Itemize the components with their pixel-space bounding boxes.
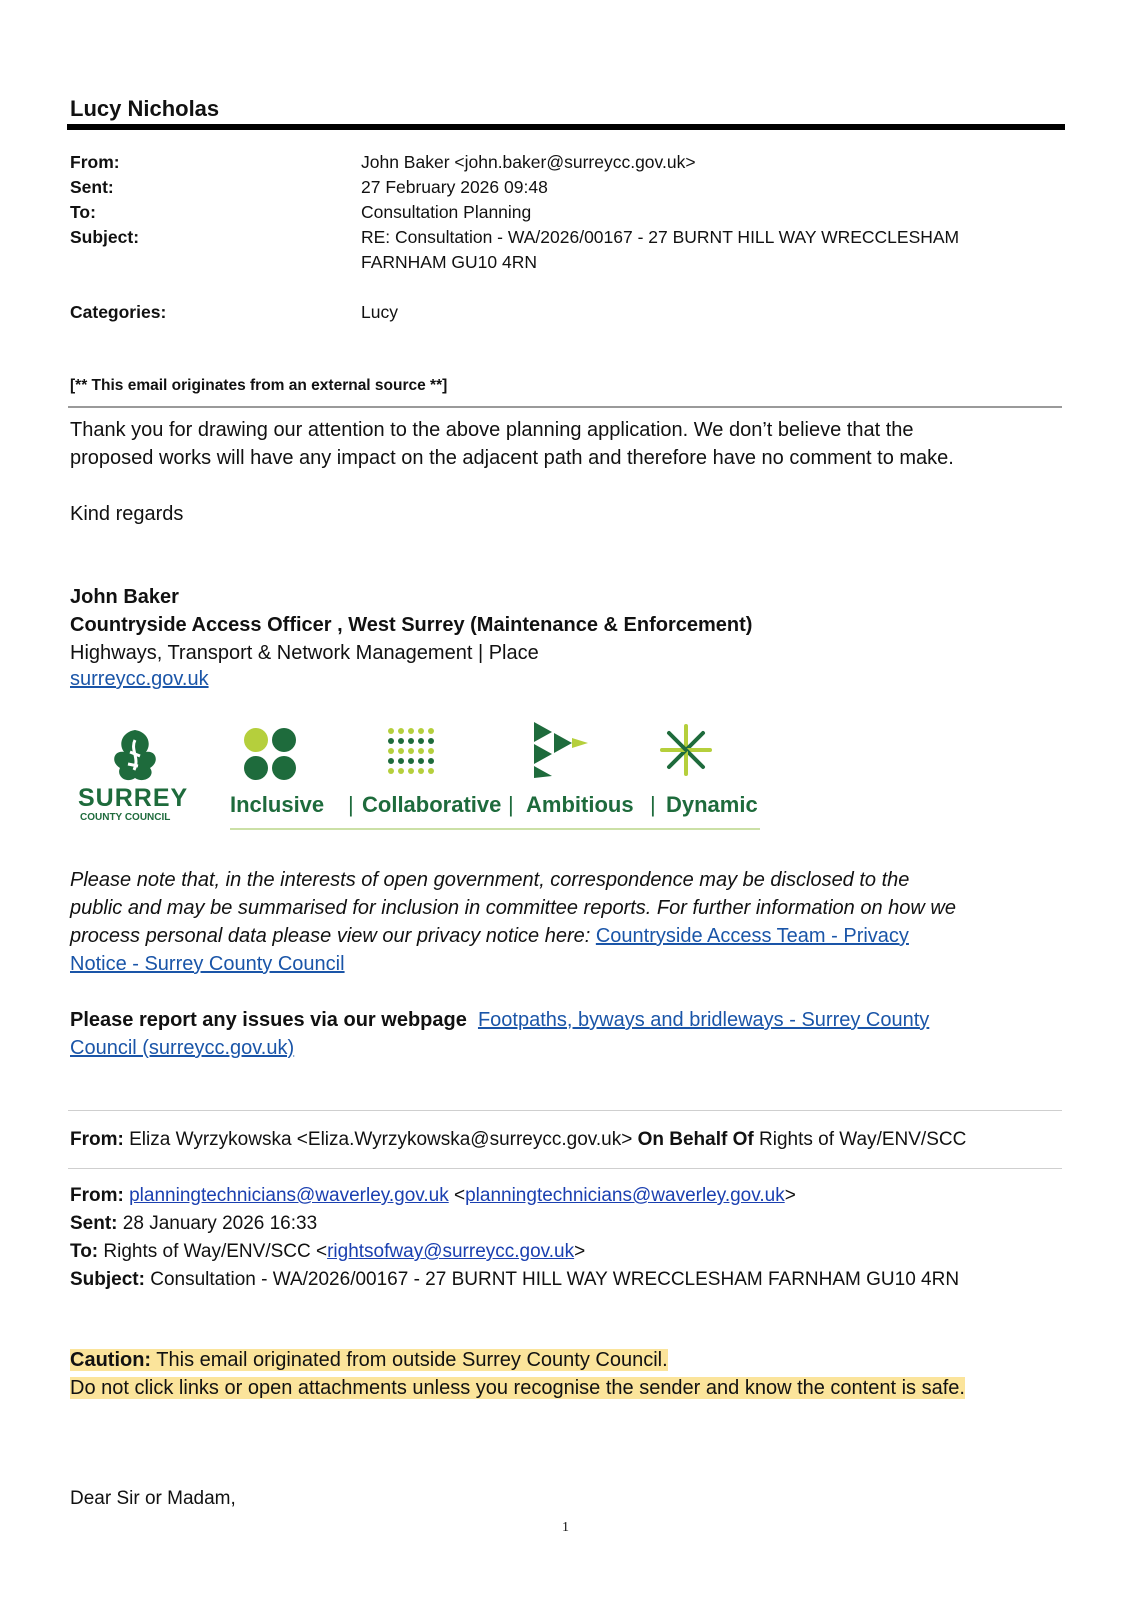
forward2-to: To: Rights of Way/ENV/SCC <rightsofway@surreycc.gov.uk>: [70, 1241, 586, 1262]
forward2-subject-label: Subject:: [70, 1269, 145, 1290]
body-line1: Thank you for drawing our attention to the above planning application. We don’t believe that the: [70, 419, 914, 441]
owner-rule: [67, 124, 1065, 130]
forward2-from-link[interactable]: planningtechnicians@waverley.gov.uk: [129, 1185, 449, 1206]
owner-name: Lucy Nicholas: [70, 96, 220, 121]
county-council-wordmark: COUNTY COUNCIL: [80, 812, 171, 823]
forward1-from-value: Eliza Wyrzykowska <Eliza.Wyrzykowska@surreycc.gov.uk>: [129, 1129, 633, 1150]
forward1-from: [70, 1126, 966, 1154]
forward2-from: From: planningtechnicians@waverley.gov.uk <planningtechnicians@waverley.gov.uk>: [70, 1185, 796, 1206]
dynamic-burst-icon: [658, 722, 714, 778]
privacy-line3-text: process personal data please view our privacy notice here:: [70, 925, 596, 947]
privacy-notice-link[interactable]: Countryside Access Team - Privacy: [595, 925, 909, 947]
value-ambitious: Ambitious: [526, 792, 634, 817]
forward2-sent-value: 28 January 2026 16:33: [122, 1213, 318, 1234]
footpaths-link[interactable]: Footpaths, byways and bridleways - Surrey County: [477, 1009, 930, 1031]
surrey-wordmark: SURREY: [78, 784, 189, 812]
privacy-line3: [70, 922, 1070, 950]
caution-text2: Do not click links or open attachments unless you recognise the sender and know the content is safe.: [70, 1377, 965, 1399]
forward1-behalf-label: On Behalf Of: [637, 1129, 754, 1150]
forward2-to-link[interactable]: rightsofway@surreycc.gov.uk: [327, 1241, 575, 1262]
forward2-to-value: Rights of Way/ENV/SCC: [103, 1241, 311, 1262]
subject-label: Subject:: [70, 227, 140, 247]
subject-line1: RE: Consultation - WA/2026/00167 - 27 BURNT HILL WAY WRECCLESHAM: [361, 227, 960, 247]
caution-highlight: [70, 1349, 668, 1371]
inclusive-dots-icon: [242, 726, 298, 782]
surrey-oak-leaf-icon: [100, 726, 170, 788]
caution-label: Caution:: [70, 1349, 152, 1371]
surrey-values-logo: [76, 726, 766, 836]
forward1-behalf-value: Rights of Way/ENV/SCC: [759, 1129, 967, 1150]
caution-line1: [70, 1346, 668, 1374]
to-value: Consultation Planning: [361, 202, 532, 222]
from-label: From:: [70, 152, 120, 172]
forward2-sent-label: Sent:: [70, 1213, 118, 1234]
footpaths-link-cont[interactable]: Council (surreycc.gov.uk): [70, 1037, 295, 1059]
kind-regards: Kind regards: [70, 503, 184, 525]
forward2-subject: [70, 1266, 959, 1294]
external-notice: [** This email originates from an external source **]: [70, 377, 448, 394]
categories-value: Lucy: [361, 302, 398, 322]
forward2-from-email-link[interactable]: planningtechnicians@waverley.gov.uk: [465, 1185, 785, 1206]
ambitious-arrows-icon: [532, 720, 592, 780]
value-inclusive: Inclusive: [230, 792, 325, 817]
value-dynamic: Dynamic: [666, 792, 758, 817]
signature-name: John Baker: [70, 586, 179, 608]
forward2-to-label: To:: [70, 1241, 99, 1262]
signature-website-link[interactable]: surreycc.gov.uk: [70, 668, 209, 690]
page-number: 1: [562, 1520, 569, 1535]
logo-underline: [230, 828, 760, 830]
forward2-sent: [70, 1210, 317, 1238]
to-label: To:: [70, 202, 96, 222]
forward1-from-label: From:: [70, 1129, 124, 1150]
report-line: [70, 1006, 929, 1034]
value-separator: |: [348, 792, 354, 817]
value-separator: |: [650, 792, 656, 817]
privacy-line2: public and may be summarised for inclusion in committee reports. For further information on how we: [70, 897, 956, 919]
divider: [68, 1168, 1062, 1169]
forward2-from-label: From:: [70, 1185, 124, 1206]
sent-value: 27 February 2026 09:48: [361, 177, 548, 197]
value-collaborative: Collaborative: [362, 792, 502, 817]
sent-label: Sent:: [70, 177, 114, 197]
signature-title: Countryside Access Officer , West Surrey (Maintenance & Enforcement): [70, 614, 753, 636]
from-value: John Baker <john.baker@surreycc.gov.uk>: [361, 152, 696, 172]
external-rule: [68, 406, 1062, 408]
caution-line2: [70, 1374, 965, 1402]
categories-label: Categories:: [70, 302, 167, 322]
signature-department: Highways, Transport & Network Management | Place: [70, 642, 539, 664]
report-label: Please report any issues via our webpage: [70, 1009, 467, 1031]
divider: [68, 1110, 1062, 1111]
body-line2: proposed works will have any impact on the adjacent path and therefore have no comment to make.: [70, 447, 954, 469]
greeting: Dear Sir or Madam,: [70, 1488, 236, 1509]
value-separator: |: [508, 792, 514, 817]
privacy-notice-link-cont[interactable]: Notice - Surrey County Council: [70, 953, 345, 975]
caution-text1: This email originated from outside Surrey County Council.: [156, 1349, 668, 1371]
privacy-line1: Please note that, in the interests of open government, correspondence may be disclosed to the: [70, 869, 910, 891]
forward2-subject-value: Consultation - WA/2026/00167 - 27 BURNT HILL WAY WRECCLESHAM FARNHAM GU10 4RN: [150, 1269, 960, 1290]
subject-line2: FARNHAM GU10 4RN: [361, 252, 538, 272]
collaborative-grid-icon: [386, 726, 440, 780]
